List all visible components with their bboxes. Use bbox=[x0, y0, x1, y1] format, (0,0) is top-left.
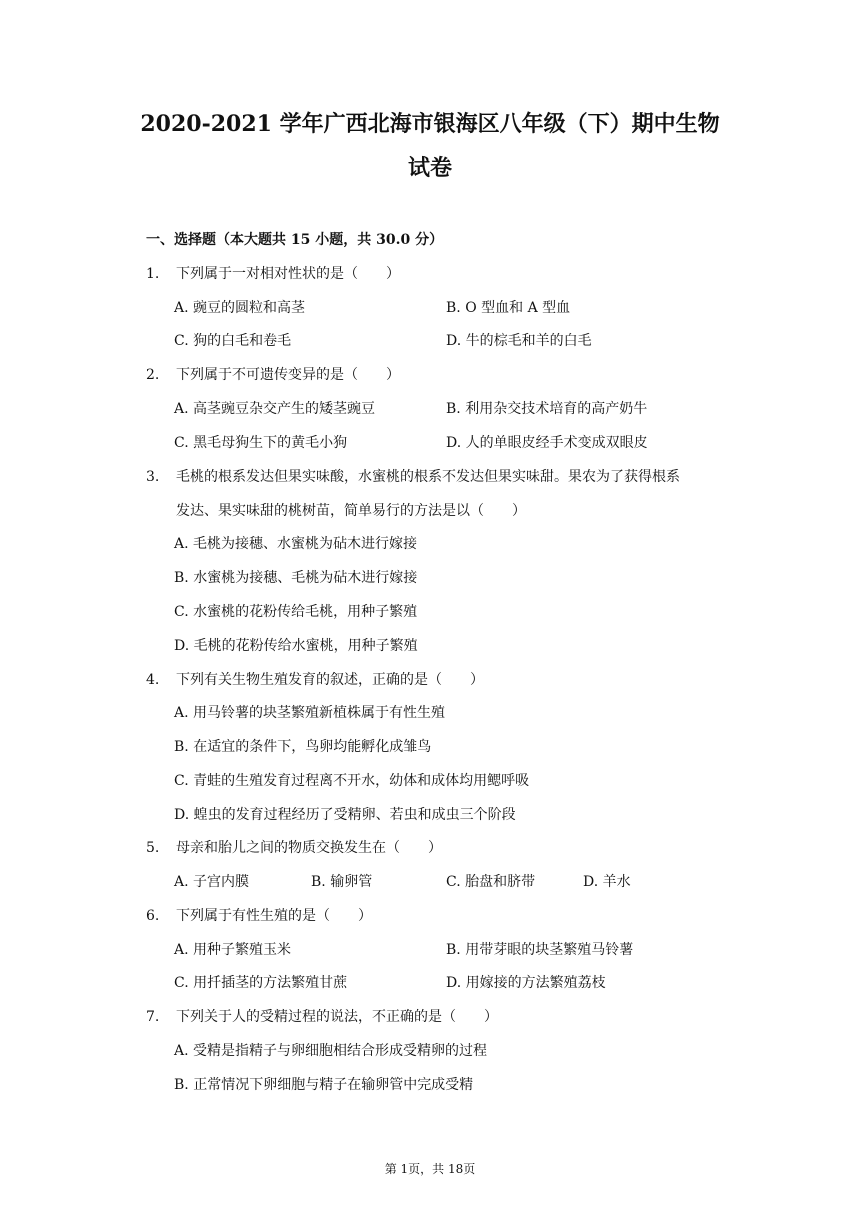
question-7-stem: 下列关于人的受精过程的说法，不正确的是（ ） bbox=[176, 1009, 498, 1025]
question-3-option-a: A. 毛桃为接穗、水蜜桃为砧木进行嫁接 bbox=[174, 536, 418, 552]
question-1-option-d: D. 牛的棕毛和羊的白毛 bbox=[446, 333, 592, 349]
question-2-number: 2. bbox=[146, 367, 160, 383]
question-3-option-b: B. 水蜜桃为接穗、毛桃为砧木进行嫁接 bbox=[174, 570, 418, 586]
question-6-number: 6. bbox=[146, 908, 160, 924]
question-6-option-b: B. 用带芽眼的块茎繁殖马铃薯 bbox=[446, 942, 634, 958]
question-1-number: 1. bbox=[146, 266, 160, 282]
question-5-number: 5. bbox=[146, 840, 160, 856]
question-7-option-a: A. 受精是指精子与卵细胞相结合形成受精卵的过程 bbox=[174, 1043, 488, 1059]
question-6-stem: 下列属于有性生殖的是（ ） bbox=[176, 908, 372, 924]
section-heading: 一、选择题（本大题共 15 小题，共 30.0 分） bbox=[146, 232, 444, 248]
question-7-number: 7. bbox=[146, 1009, 160, 1025]
question-5-stem: 母亲和胎儿之间的物质交换发生在（ ） bbox=[176, 840, 442, 856]
question-2-option-b: B. 利用杂交技术培育的高产奶牛 bbox=[446, 401, 648, 417]
question-5-option-d: D. 羊水 bbox=[583, 874, 631, 890]
question-6-option-c: C. 用扦插茎的方法繁殖甘蔗 bbox=[174, 975, 348, 991]
question-7-option-b: B. 正常情况下卵细胞与精子在输卵管中完成受精 bbox=[174, 1077, 474, 1093]
question-1-option-b: B. O 型血和 A 型血 bbox=[446, 300, 571, 316]
question-3-option-d: D. 毛桃的花粉传给水蜜桃，用种子繁殖 bbox=[174, 638, 418, 654]
question-6-option-d: D. 用嫁接的方法繁殖荔枝 bbox=[446, 975, 606, 991]
question-4-option-d: D. 蝗虫的发育过程经历了受精卵、若虫和成虫三个阶段 bbox=[174, 807, 516, 823]
question-3-option-c: C. 水蜜桃的花粉传给毛桃，用种子繁殖 bbox=[174, 604, 418, 620]
question-4-stem: 下列有关生物生殖发育的叙述，正确的是（ ） bbox=[176, 672, 484, 688]
question-3-number: 3. bbox=[146, 469, 160, 485]
question-2-option-c: C. 黑毛母狗生下的黄毛小狗 bbox=[174, 435, 348, 451]
exam-title-line-1: 2020-2021 学年广西北海市银海区八年级（下）期中生物 bbox=[140, 111, 720, 137]
question-5-option-b: B. 输卵管 bbox=[311, 874, 373, 890]
question-3-stem-line-1: 毛桃的根系发达但果实味酸，水蜜桃的根系不发达但果实味甜。果农为了获得根系 bbox=[176, 469, 680, 485]
question-4-number: 4. bbox=[146, 672, 160, 688]
question-4-option-a: A. 用马铃薯的块茎繁殖新植株属于有性生殖 bbox=[174, 705, 446, 721]
exam-title-line-2: 试卷 bbox=[407, 155, 452, 181]
question-2-stem: 下列属于不可遗传变异的是（ ） bbox=[176, 367, 400, 383]
question-5-option-a: A. 子宫内膜 bbox=[174, 874, 250, 890]
question-4-option-c: C. 青蛙的生殖发育过程离不开水，幼体和成体均用鳃呼吸 bbox=[174, 773, 530, 789]
question-6-option-a: A. 用种子繁殖玉米 bbox=[174, 942, 292, 958]
question-2-option-a: A. 高茎豌豆杂交产生的矮茎豌豆 bbox=[174, 401, 376, 417]
page-footer: 第 1页，共 18页 bbox=[384, 1162, 476, 1176]
question-2-option-d: D. 人的单眼皮经手术变成双眼皮 bbox=[446, 435, 648, 451]
question-1-option-c: C. 狗的白毛和卷毛 bbox=[174, 333, 292, 349]
question-3-stem-line-2: 发达、果实味甜的桃树苗，简单易行的方法是以（ ） bbox=[176, 503, 526, 519]
question-4-option-b: B. 在适宜的条件下，鸟卵均能孵化成雏鸟 bbox=[174, 739, 432, 755]
question-5-option-c: C. 胎盘和脐带 bbox=[446, 874, 536, 890]
question-1-option-a: A. 豌豆的圆粒和高茎 bbox=[174, 300, 306, 316]
question-1-stem: 下列属于一对相对性状的是（ ） bbox=[176, 266, 400, 282]
